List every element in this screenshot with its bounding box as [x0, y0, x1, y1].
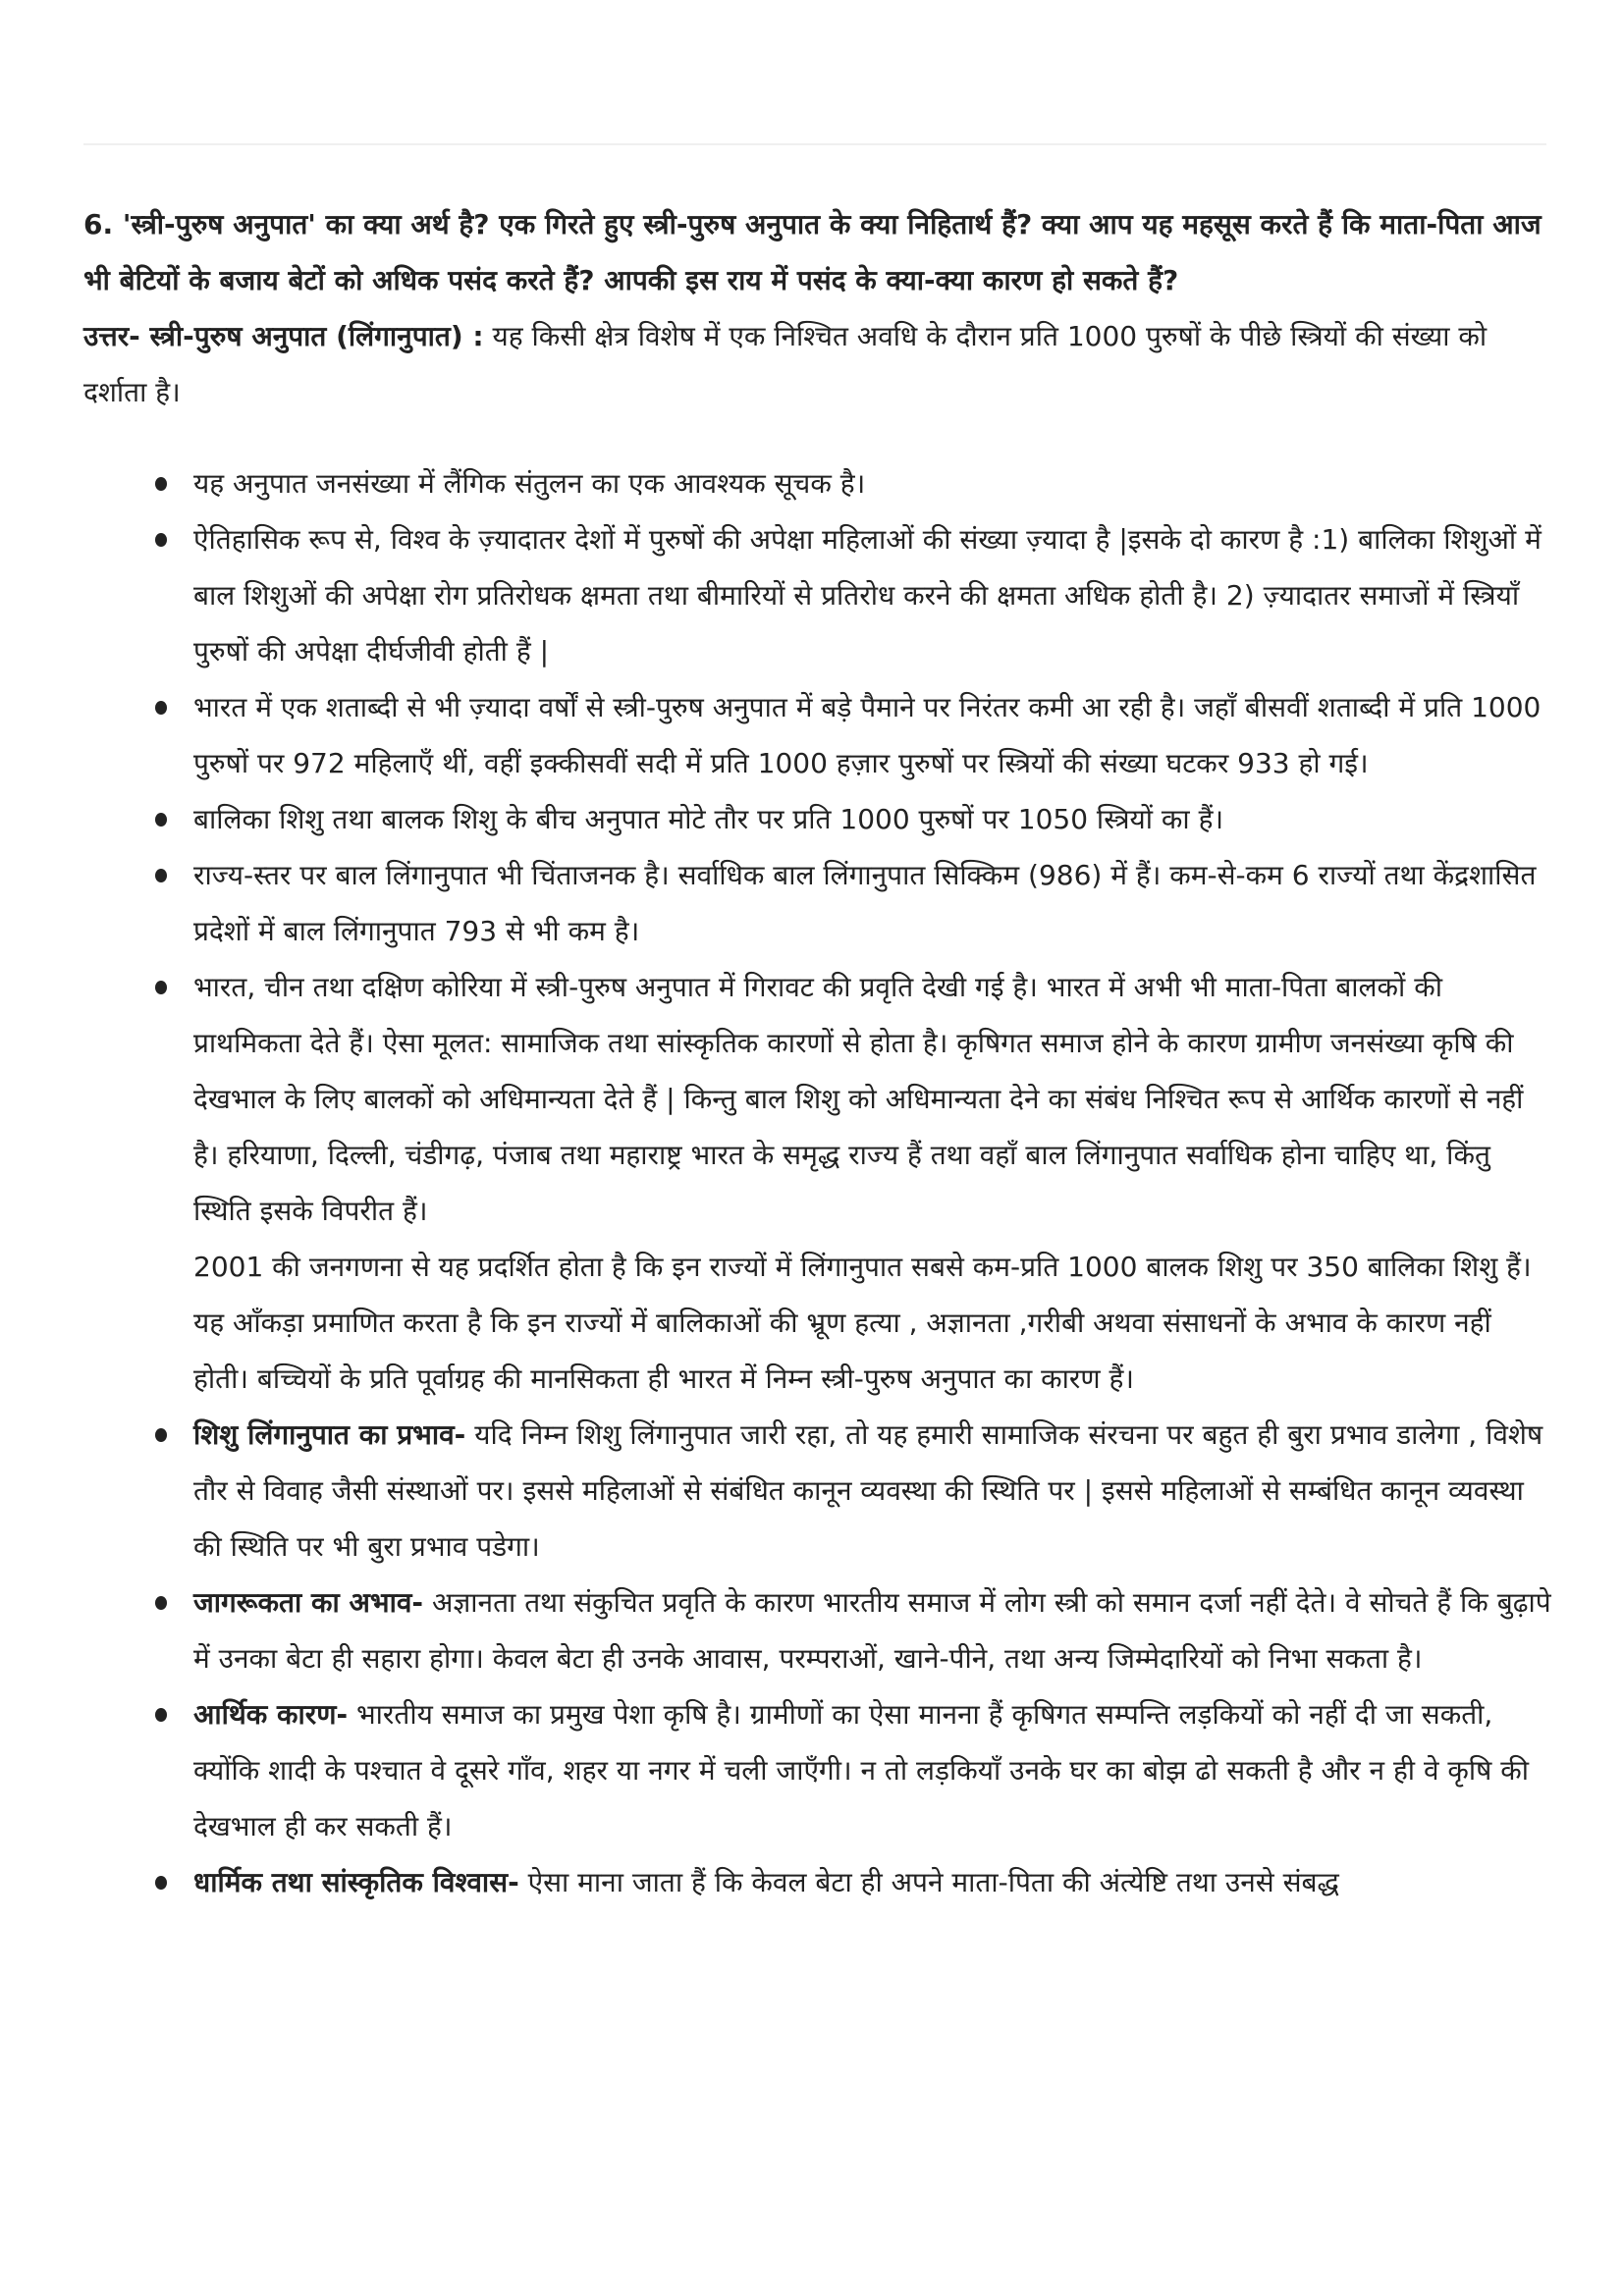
bullet-icon — [155, 1596, 167, 1610]
bullet-text: अज्ञानता तथा संकुचित प्रवृति के कारण भारतीय समाज में लोग स्त्री को समान दर्जा नहीं देते। वे सोचते हैं कि बुढ़ापे में उनका बेटा ही सहारा होगा। केवल बेटा ही उनके आवास, परम्पराओं, खाने-पीने, तथा अन्य जिम्मेदारियों को निभा सकता है। — [193, 1586, 1551, 1675]
bullet-text: ऐसा माना जाता हैं कि केवल बेटा ही अपने माता-पिता की अंत्येष्टि तथा उनसे संबद्ध — [518, 1866, 1339, 1898]
bullet-icon — [155, 813, 167, 827]
list-item — [193, 511, 1551, 679]
bullet-text: राज्य-स्तर पर बाल लिंगानुपात भी चिंताजनक है। सर्वाधिक बाल लिंगानुपात सिक्किम (986) में हैं। कम-से-कम 6 राज्यों तथा केंद्रशासित प्रदेशों में बाल लिंगानुपात 793 से भी कम है। — [193, 859, 1537, 947]
bullet-icon — [155, 981, 167, 994]
list-item — [193, 1854, 1551, 1910]
list-item — [193, 791, 1551, 847]
answer-label: उत्तर- स्त्री-पुरुष अनुपात (लिंगानुपात) : — [83, 320, 484, 352]
bullet-text: यह अनुपात जनसंख्या में लैंगिक संतुलन का एक आवश्यक सूचक है। — [193, 467, 866, 500]
answer-intro — [83, 308, 1551, 420]
bullet-icon — [155, 533, 167, 547]
bullet-lead: धार्मिक तथा सांस्कृतिक विश्वास- — [193, 1866, 519, 1898]
bullet-text: बालिका शिशु तथा बालक शिशु के बीच अनुपात मोटे तौर पर प्रति 1000 पुरुषों पर 1050 स्त्रियों का हैं। — [193, 803, 1224, 835]
bullet-text: यदि निम्न शिशु लिंगानुपात जारी रहा, तो यह हमारी सामाजिक संरचना पर बहुत ही बुरा प्रभाव डालेगा , विशेष तौर से विवाह जैसी संस्थाओं पर। इससे महिलाओं से संबंधित कानून व्यवस्था की स्थिति पर | इससे महिलाओं से सम्बंधित कानून व्यवस्था की स्थिति पर भी बुरा प्रभाव पडेगा। — [193, 1418, 1543, 1563]
list-item — [193, 1575, 1551, 1686]
list-item — [193, 679, 1551, 791]
bullet-lead: आर्थिक कारण- — [193, 1698, 349, 1731]
bullet-text: भारत, चीन तथा दक्षिण कोरिया में स्त्री-पुरुष अनुपात में गिरावट की प्रवृति देखी गई है। भारत में अभी भी माता-पिता बालकों की प्राथमिकता देते हैं। ऐसा मूलत: सामाजिक तथा सांस्कृतिक कारणों से होता है। कृषिगत समाज होने के कारण ग्रामीण जनसंख्या कृषि की देखभाल के लिए बालकों को अधिमान्यता देते हैं | किन्तु बाल शिशु को अधिमान्यता देने का संबंध निश्चित रूप से आर्थिक कारणों से नहीं है। हरियाणा, दिल्ली, चंडीगढ़, पंजाब तथा महाराष्ट्र भारत के समृद्ध राज्य हैं तथा वहाँ बाल लिंगानुपात सर्वाधिक होना चाहिए था, किंतु स्थिति इसके विपरीत हैं। — [193, 971, 1524, 1227]
bullet-extra-paragraph: 2001 की जनगणना से यह प्रदर्शित होता है कि इन राज्यों में लिंगानुपात सबसे कम-प्रति 1000 बालक शिशु पर 350 बालिका शिशु हैं। यह आँकड़ा प्रमाणित करता है कि इन राज्यों में बालिकाओं की भ्रूण हत्या , अज्ञानता ,गरीबी अथवा संसाधनों के अभाव के कारण नहीं होती। बच्चियों के प्रति पूर्वाग्रह की मानसिकता ही भारत में निम्न स्त्री-पुरुष अनुपात का कारण हैं। — [193, 1251, 1532, 1395]
list-item — [193, 455, 1551, 511]
top-divider — [83, 143, 1546, 145]
question-heading: 6. 'स्त्री-पुरुष अनुपात' का क्या अर्थ है? एक गिरते हुए स्त्री-पुरुष अनुपात के क्या निहितार्थ हैं? क्या आप यह महसूस करते हैं कि माता-पिता आज भी बेटियों के बजाय बेटों को अधिक पसंद करते हैं? आपकी इस राय में पसंद के क्या-क्या कारण हो सकते हैं? — [83, 208, 1542, 296]
list-item — [193, 847, 1551, 959]
answer-text: यह किसी क्षेत्र विशेष में एक निश्चित अवधि के दौरान प्रति 1000 पुरुषों के पीछे स्त्रियों की संख्या को दर्शाता है। — [83, 320, 1488, 408]
bullet-icon — [155, 701, 167, 715]
bullet-icon — [155, 869, 167, 882]
bullet-lead: शिशु लिंगानुपात का प्रभाव- — [193, 1418, 466, 1451]
bullet-icon — [155, 1708, 167, 1722]
bullet-text: भारत में एक शताब्दी से भी ज़्यादा वर्षों से स्त्री-पुरुष अनुपात में बड़े पैमाने पर निरंतर कमी आ रही है। जहाँ बीसवीं शताब्दी में प्रति 1000 पुरुषों पर 972 महिलाएँ थीं, वहीं इक्कीसवीं सदी में प्रति 1000 हज़ार पुरुषों पर स्त्रियों की संख्या घटकर 933 हो गई। — [193, 691, 1542, 779]
list-item — [193, 1407, 1551, 1575]
list-item — [193, 1686, 1551, 1854]
bullet-list — [83, 455, 1551, 1910]
bullet-icon — [155, 1428, 167, 1442]
list-item — [193, 959, 1551, 1407]
document-body — [83, 196, 1551, 1910]
bullet-text: ऐतिहासिक रूप से, विश्व के ज़्यादातर देशों में पुरुषों की अपेक्षा महिलाओं की संख्या ज़्यादा है |इसके दो कारण है :1) बालिका शिशुओं में बाल शिशुओं की अपेक्षा रोग प्रतिरोधक क्षमता तथा बीमारियों से प्रतिरोध करने की क्षमता अधिक होती है। 2) ज़्यादातर समाजों में स्त्रियाँ पुरुषों की अपेक्षा दीर्घजीवी होती हैं | — [193, 523, 1542, 667]
bullet-lead: जागरूकता का अभाव- — [193, 1586, 424, 1619]
bullet-icon — [155, 1876, 167, 1890]
bullet-icon — [155, 477, 167, 491]
bullet-text: भारतीय समाज का प्रमुख पेशा कृषि है। ग्रामीणों का ऐसा मानना हैं कृषिगत सम्पन्ति लड़कियों को नहीं दी जा सकती, क्योंकि शादी के पश्चात वे दूसरे गाँव, शहर या नगर में चली जाएँगी। न तो लड़कियाँ उनके घर का बोझ ढो सकती है और न ही वे कृषि की देखभाल ही कर सकती हैं। — [193, 1698, 1530, 1842]
